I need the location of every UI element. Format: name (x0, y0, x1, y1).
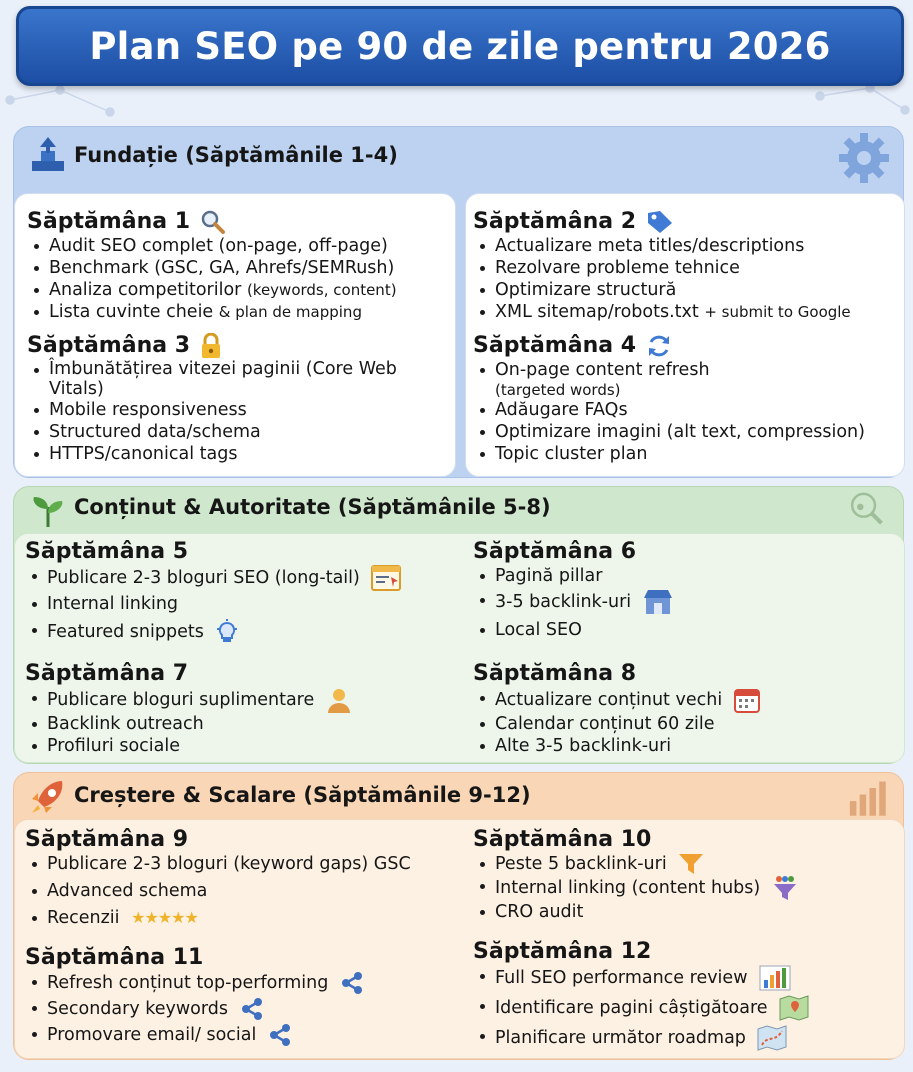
week-title: Săptămâna 7 (25, 661, 189, 686)
list-item: Alte 3-5 backlink-uri (473, 735, 760, 757)
week-title: Săptămâna 1 (27, 209, 191, 234)
list-item: Analiza competitorilor (keywords, content) (27, 279, 397, 301)
list-item: Îmbunătățirea vitezei paginii (Core Web Vitals) (27, 359, 452, 399)
week-11 (25, 945, 364, 1047)
list-item: Optimizare structură (473, 279, 851, 301)
list-item: Backlink outreach (25, 713, 352, 735)
list-item: Identificare pagini câștigătoare (473, 995, 809, 1021)
list-item: Secondary keywords (25, 997, 364, 1021)
magnifier-chart-icon (841, 489, 891, 533)
list-item: Publicare bloguri suplimentare (25, 687, 352, 713)
week-6 (473, 539, 673, 641)
week-10 (473, 827, 798, 923)
week-8 (473, 661, 760, 757)
week-3 (27, 333, 452, 465)
sprout-icon (28, 491, 68, 531)
week-title: Săptămâna 3 (27, 333, 191, 358)
rating-stars: ★★★★★ (131, 908, 198, 927)
calendar-icon (734, 687, 760, 713)
list-item: Actualizare meta titles/descriptions (473, 235, 851, 257)
list-item: Advanced schema (25, 880, 411, 902)
list-item: Publicare 2-3 bloguri (keyword gaps) GSC (25, 853, 411, 875)
filter-funnel-icon (772, 875, 798, 901)
rocket-icon (28, 777, 68, 817)
map-icon (779, 995, 809, 1021)
lightbulb-icon (215, 619, 239, 645)
list-item: Planificare următor roadmap (473, 1025, 809, 1051)
list-item: Adăugare FAQs (473, 399, 865, 421)
list-item-note: (targeted words) (495, 381, 621, 399)
share-icon (240, 997, 264, 1021)
list-item: Featured snippets (25, 619, 401, 645)
list-item: Publicare 2-3 bloguri SEO (long-tail) (25, 565, 401, 591)
list-item: Peste 5 backlink-uri (473, 853, 798, 875)
week-title: Săptămâna 5 (25, 539, 189, 564)
list-item: Benchmark (GSC, GA, Ahrefs/SEMRush) (27, 257, 397, 279)
week-title: Săptămâna 2 (473, 209, 637, 234)
week-title: Săptămâna 12 (473, 939, 652, 964)
refresh-icon (646, 333, 672, 359)
list-item: Local SEO (473, 619, 673, 641)
bar-chart-icon (759, 965, 791, 991)
week-2 (473, 209, 851, 323)
week-1 (27, 209, 397, 323)
list-item: Lista cuvinte cheie & plan de mapping (27, 301, 397, 323)
phase-fundatie (13, 126, 904, 478)
person-icon (326, 687, 352, 713)
magnifier-icon (200, 209, 226, 235)
week-title: Săptămâna 6 (473, 539, 637, 564)
store-icon (643, 589, 673, 615)
list-item: Calendar conținut 60 zile (473, 713, 760, 735)
week-title: Săptămâna 11 (25, 945, 204, 970)
list-item: Full SEO performance review (473, 965, 809, 991)
list-item: 3-5 backlink-uri (473, 589, 673, 615)
gear-icon (837, 131, 891, 185)
week-5 (25, 539, 401, 645)
list-item: XML sitemap/robots.txt + submit to Google (473, 301, 851, 323)
trophy-podium-icon (28, 135, 68, 175)
list-item: Recenzii ★★★★★ (25, 907, 411, 929)
week-title: Săptămâna 9 (25, 827, 189, 852)
list-item: CRO audit (473, 901, 798, 923)
week-title: Săptămâna 8 (473, 661, 637, 686)
phase-title: Fundație (Săptămânile 1-4) (74, 143, 398, 167)
phase-title: Conținut & Autoritate (Săptămânile 5-8) (74, 495, 551, 519)
week-title: Săptămâna 10 (473, 827, 652, 852)
list-item: Topic cluster plan (473, 443, 865, 465)
list-item: Pagină pillar (473, 565, 673, 587)
list-item: Internal linking (content hubs) (473, 875, 798, 901)
week-12 (473, 939, 809, 1051)
share-icon (268, 1023, 292, 1047)
week-9 (25, 827, 411, 929)
page-title: Plan SEO pe 90 de zile pentru 2026 (89, 24, 831, 68)
list-item: Structured data/schema (27, 421, 452, 443)
list-item: Internal linking (25, 593, 401, 615)
phase-header (14, 127, 903, 187)
week-title: Săptămâna 4 (473, 333, 637, 358)
lock-icon (200, 333, 222, 359)
roadmap-icon (757, 1025, 787, 1051)
list-item: Promovare email/ social (25, 1023, 364, 1047)
share-icon (340, 971, 364, 995)
tag-icon (646, 209, 674, 235)
growth-chart-icon (843, 775, 891, 819)
phase-crestere-scalare (13, 772, 904, 1060)
week-4 (473, 333, 865, 465)
page-title-banner (16, 6, 904, 86)
list-item: Actualizare conținut vechi (473, 687, 760, 713)
list-item: Rezolvare probleme tehnice (473, 257, 851, 279)
list-item: Audit SEO complet (on-page, off-page) (27, 235, 397, 257)
phase-title: Creștere & Scalare (Săptămânile 9-12) (74, 783, 531, 807)
list-item: Optimizare imagini (alt text, compression) (473, 421, 865, 443)
list-item: Mobile responsiveness (27, 399, 452, 421)
list-item: Profiluri sociale (25, 735, 352, 757)
list-item: Refresh conținut top-performing (25, 971, 364, 995)
list-item: HTTPS/canonical tags (27, 443, 452, 465)
list-item: On-page content refresh (473, 359, 865, 381)
blog-document-icon (371, 565, 401, 591)
week-7 (25, 661, 352, 757)
funnel-icon (678, 853, 704, 875)
phase-continut-autoritate (13, 486, 904, 764)
